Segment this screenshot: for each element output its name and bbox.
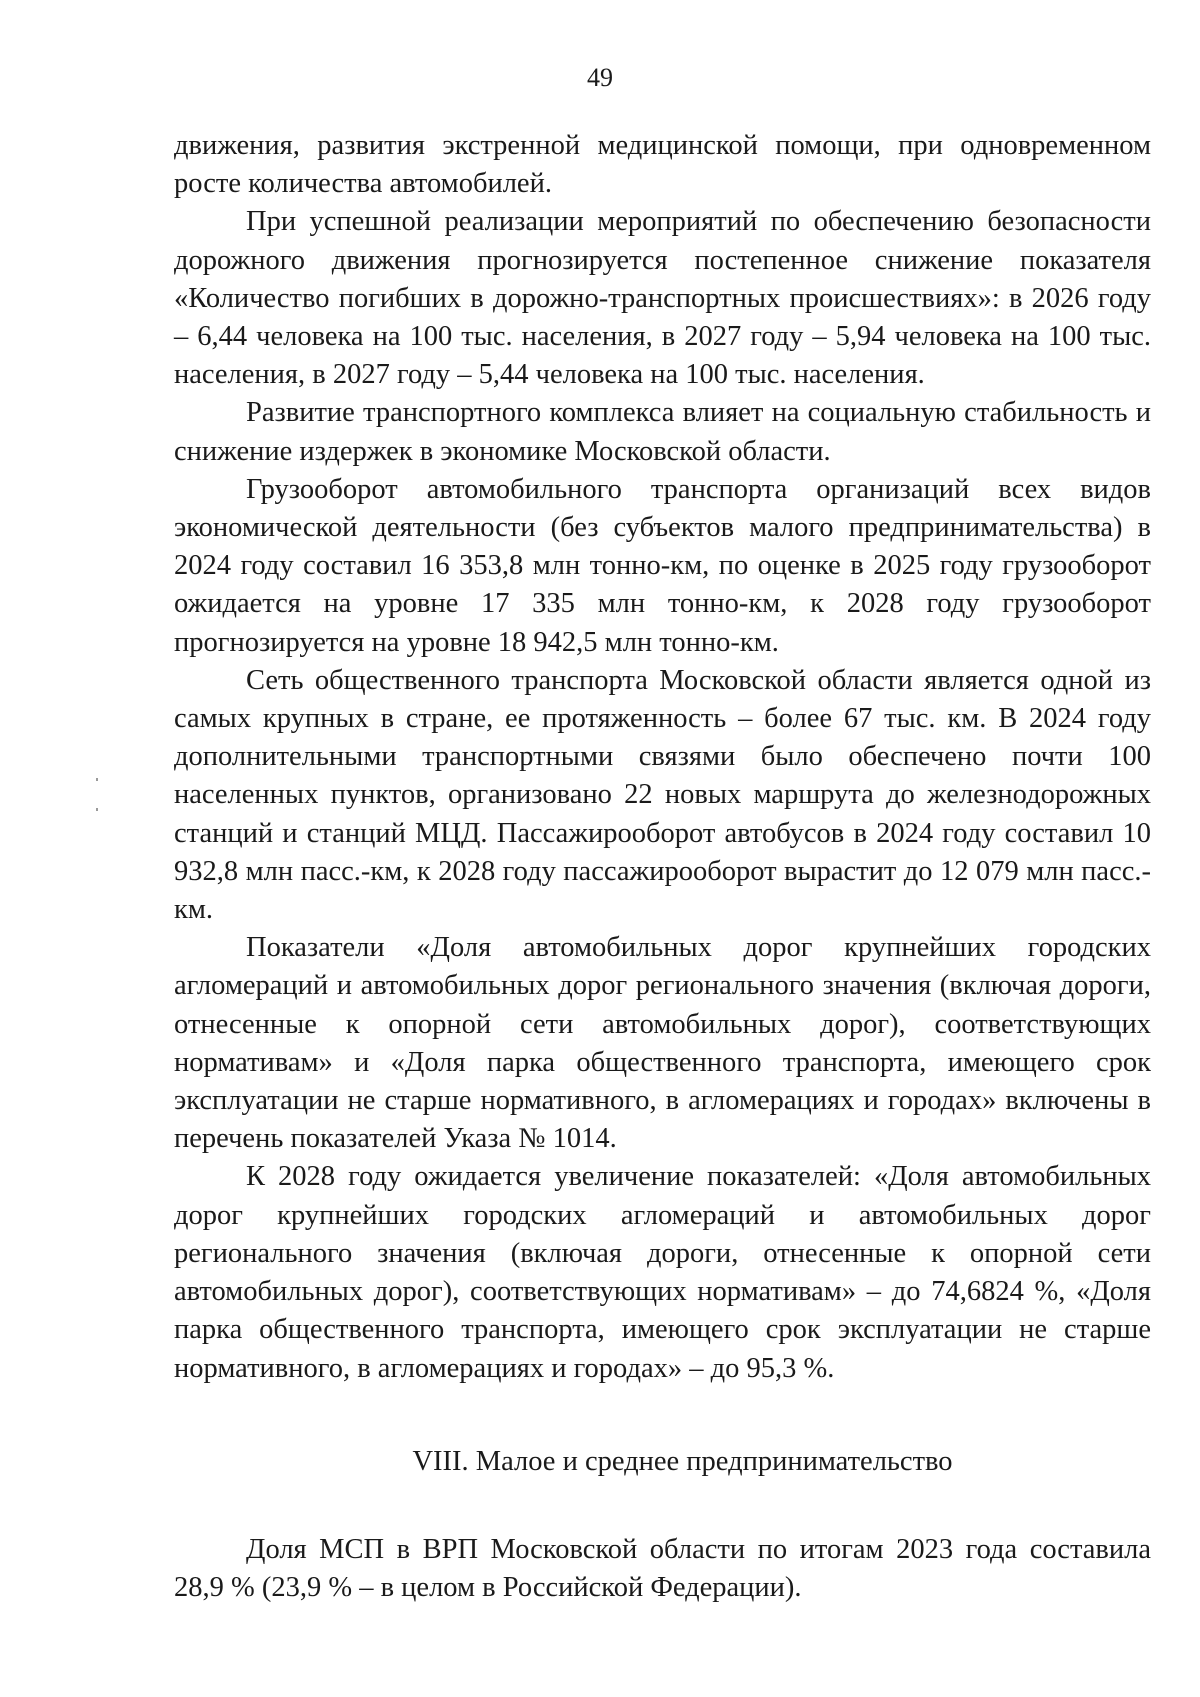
paragraph-indicators: Показатели «Доля автомобильных дорог крупнейших городских агломераций и автомобильных дорог регионального значения (включая дороги, отнесенные к опорной сети автомобильных дорог), соответствующих нормативам» и «Доля парка общественного транспорта, имеющего срок эксплуатации не старше нормативного, в агломерациях и городах» включены в перечень показателей Указа № 1014. bbox=[174, 932, 1151, 1155]
paragraph-continuation: движения, развития экстренной медицинской помощи, при одновременном росте количества автомобилей. bbox=[174, 130, 1151, 200]
paragraph-2028-forecast: К 2028 году ожидается увеличение показателей: «Доля автомобильных дорог крупнейших городских агломераций и автомобильных дорог регионального значения (включая дороги, отнесенные к опорной сети автомобильных дорог), соответствующих нормативам» – до 74,6824 %, «Доля парка общественного транспорта, имеющего срок эксплуатации не старше нормативного, в агломерациях и городах» – до 95,3 %. bbox=[174, 1161, 1151, 1384]
paragraph-sme-share: Доля МСП в ВРП Московской области по итогам 2023 года составила 28,9 % (23,9 % – в целом в Российской Федерации). bbox=[174, 1533, 1151, 1604]
paragraph-public-transport: Сеть общественного транспорта Московской области является одной из самых крупных в стране, ее протяженность – более 67 тыс. км. В 2024 году дополнительными транспортными связями было обеспечено почти 100 населенных пунктов, организовано 22 новых маршрута до железнодорожных станций и станций МЦД. Пассажирооборот автобусов в 2024 году составил 10 932,8 млн пасс.-км, к 2028 году пассажирооборот вырастит до 12 079 млн пасс.-км. bbox=[174, 664, 1151, 926]
paragraph-road-safety: При успешной реализации мероприятий по обеспечению безопасности дорожного движения прогнозируется постепенное снижение показателя «Количество погибших в дорожно-транспортных происшествиях»: в 2026 году – 6,44 человека на 100 тыс. населения, в 2027 году – 5,94 человека на 100 тыс. населения, в 2027 году – 5,44 человека на 100 тыс. населения. bbox=[174, 206, 1151, 391]
paragraph-freight-turnover: Грузооборот автомобильного транспорта организаций всех видов экономической деятельности (без субъектов малого предпринимательства) в 2024 году составил 16 353,8 млн тонно-км, по оценке в 2025 году грузооборот ожидается на уровне 17 335 млн тонно-км, к 2028 году грузооборот прогнозируется на уровне 18 942,5 млн тонно-км. bbox=[174, 473, 1151, 658]
paragraph-transport-complex: Развитие транспортного комплекса влияет на социальную стабильность и снижение издержек в экономике Московской области. bbox=[174, 397, 1151, 467]
section-heading: VIII. Малое и среднее предпринимательство bbox=[412, 1445, 953, 1477]
scan-mark bbox=[96, 778, 98, 781]
document-body bbox=[174, 127, 1151, 1607]
page-number: 49 bbox=[587, 63, 613, 92]
scan-mark bbox=[96, 808, 98, 811]
